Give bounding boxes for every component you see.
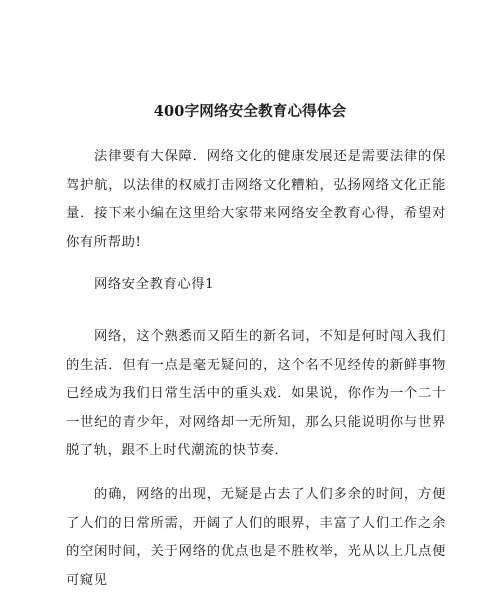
intro-paragraph: 法律要有大保障．网络文化的健康发展还是需要法律的保驾护航，以法律的权威打击网络文化糟粕，弘扬网络文化正能量．接下来小编在这里给大家带来网络安全教育心得，希望对你有所帮助! [66, 149, 446, 250]
section-heading: 网络安全教育心得1 [94, 277, 215, 292]
body-paragraph-1: 网络，这个熟悉而又陌生的新名词，不知是何时闯入我们的生活．但有一点是毫无疑问的，这个名不见经传的新鲜事物已经成为我们日常生活中的重头戏．如果说，你作为一个二十一世纪的青少年，对网络却一无所知，那么只能说明你与世界脱了轨，跟不上时代潮流的快节奏． [66, 329, 446, 458]
body-paragraph-2: 的确，网络的出现，无疑是占去了人们多余的时间，方便了人们的日常所需，开阔了人们的眼界，丰富了人们工作之余的空闲时间，关于网络的优点也是不胜枚举，光从以上几点便可窥见 [66, 487, 446, 588]
document-title: 400字网络安全教育心得体会 [153, 103, 347, 120]
